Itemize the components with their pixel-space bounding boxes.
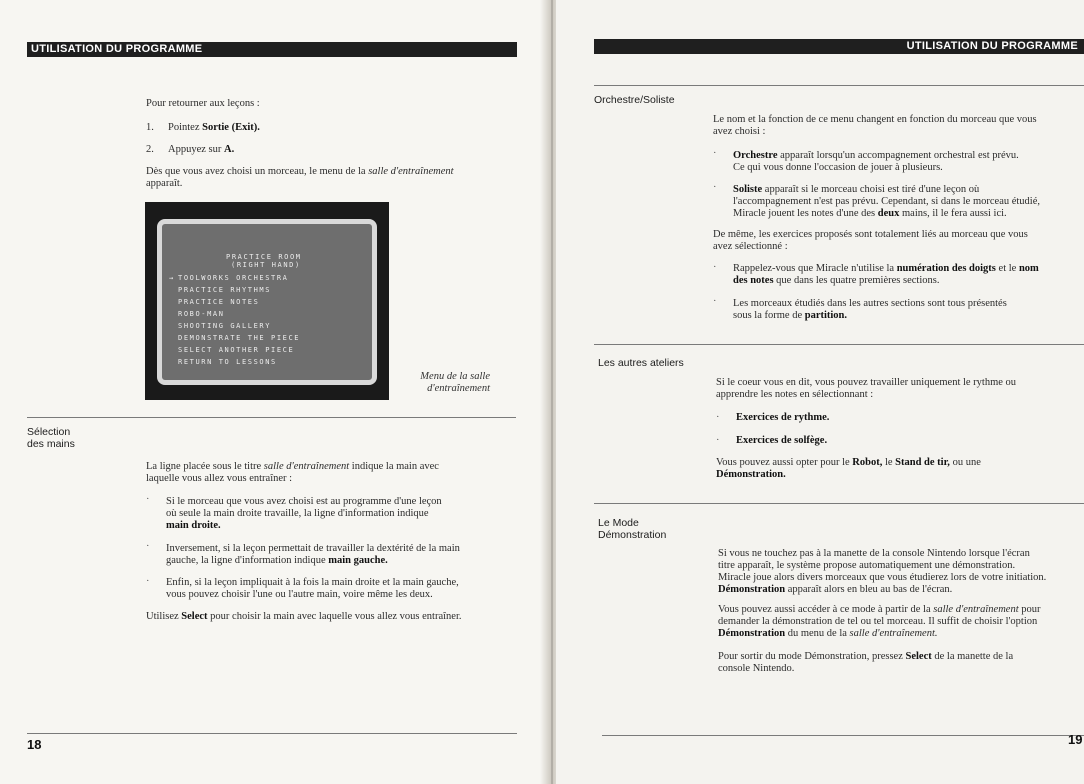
demo-p2-line-3-mid: du menu de la — [785, 628, 850, 639]
after-steps-pre: Dès que vous avez choisi un morceau, le menu de la — [146, 166, 369, 177]
bullet-2-line-1: Inversement, si la leçon permettait de travailler la dextérité de la main — [166, 543, 460, 554]
orch-b2-line-3-bold: deux — [877, 208, 900, 219]
bullet-1-line-2: où seule la main droite travaille, la ligne d'information indique — [166, 508, 429, 519]
orch-bullet-fingering — [733, 263, 1083, 287]
caption-line-2: d'entraînement — [427, 383, 490, 394]
orch-paragraph-2 — [713, 229, 1083, 253]
final-post: pour choisir la main avec laquelle vous allez vous entraîner. — [207, 611, 462, 622]
step-2-num: 2. — [146, 144, 154, 155]
orch-b2-line-2: l'accompagnement n'est pas prévu. Cependant, si dans le morceau étudié, — [733, 196, 1041, 207]
orch-b2-bold: Soliste — [733, 184, 763, 195]
demo-paragraph-1 — [718, 548, 1084, 596]
demo-p2-line-1-pre: Vous pouvez aussi accéder à ce mode à partir de la — [718, 604, 934, 615]
para1-pre: La ligne placée sous le titre — [146, 461, 264, 472]
demo-label-line-2: Démonstration — [598, 529, 667, 541]
demo-p2-line-1-post: pour — [1018, 604, 1041, 615]
ateliers-p2-bold-2: Stand de tir, — [895, 457, 950, 468]
demo-p2-line-2: demander la démonstration de tel ou tel morceau. Il suffit de choisir l'option — [718, 616, 1038, 627]
ateliers-p1-line-1: Si le coeur vous en dit, vous pouvez travailler uniquement le rythme ou — [716, 377, 1017, 388]
ateliers-p1-line-2: apprendre les notes en sélectionnant : — [716, 389, 874, 400]
bullet-mark: · — [146, 541, 150, 552]
para1-line-2: laquelle vous allez vous entraîner : — [146, 473, 293, 484]
footer-rule — [27, 733, 517, 734]
screenshot-caption — [396, 371, 490, 395]
orch-b1-bold: Orchestre — [733, 150, 778, 161]
tv-screen — [157, 219, 377, 385]
screen-menu-item: TOOLWORKS ORCHESTRA — [178, 274, 289, 282]
orch-b3-line-1-pre: Rappelez-vous que Miracle n'utilise la — [733, 263, 897, 274]
hands-paragraph — [146, 461, 506, 485]
bullet-2-line-2: gauche, la ligne d'information indique — [166, 555, 329, 566]
orch-p2-line-2: avez sélectionné : — [713, 241, 788, 252]
screen-subtitle: (RIGHT HAND) — [231, 261, 301, 269]
after-steps-post: apparaît. — [146, 178, 183, 189]
orch-bullet-soliste — [733, 184, 1083, 220]
step-1-bold: Sortie (Exit). — [202, 122, 260, 133]
bullet-3-line-2: vous pouvez choisir l'une ou l'autre main, voire même les deux. — [166, 589, 433, 600]
page-number: 19 — [1068, 732, 1083, 747]
section-label-orchestre: Orchestre/Soliste — [594, 94, 675, 106]
orch-p1-line-2: avez choisi : — [713, 126, 766, 137]
orch-b3-line-1-post: et le — [995, 263, 1019, 274]
demo-paragraph-3 — [718, 651, 1084, 675]
orch-b2-line-1: apparaît si le morceau choisi est tiré d'une leçon où — [762, 184, 980, 195]
right-header-bar: UTILISATION DU PROGRAMME — [594, 39, 1084, 54]
section-label-line-1: Sélection — [27, 426, 71, 438]
step-1 — [146, 122, 260, 134]
page-number: 18 — [27, 737, 42, 752]
demo-p1-line-4-bold: Démonstration — [718, 584, 786, 595]
demo-p3-line-1-pre: Pour sortir du mode Démonstration, pressez — [718, 651, 906, 662]
bullet-3-line-1: Enfin, si la leçon impliquait à la fois la main droite et la main gauche, — [166, 577, 459, 588]
ateliers-p2-pre: Vous pouvez aussi opter pour le — [716, 457, 853, 468]
bullet-mark: · — [146, 576, 150, 587]
orch-b1-line-2: Ce qui vous donne l'occasion de jouer à plusieurs. — [733, 162, 943, 173]
section-divider — [594, 85, 1084, 86]
bullet-both-hands — [166, 577, 511, 601]
step-1-num: 1. — [146, 122, 154, 133]
screen-menu-item: PRACTICE RHYTHMS — [178, 286, 272, 294]
demo-p1-line-4-post: apparaît alors en bleu au bas de l'écran. — [785, 584, 953, 595]
orch-paragraph-1 — [713, 114, 1083, 138]
orch-b3-line-1-bold: numération des doigts — [896, 263, 996, 274]
demo-label-line-1: Le Mode — [598, 517, 639, 529]
ateliers-p2-mid: le — [882, 457, 896, 468]
ateliers-p2-post: ou une — [949, 457, 981, 468]
footer-rule — [602, 735, 1084, 736]
bullet-left-hand — [166, 543, 511, 567]
bullet-mark: · — [713, 296, 717, 307]
demo-p2-line-1-italic: salle d'entraînement — [933, 604, 1019, 615]
demo-paragraph-2 — [718, 604, 1084, 640]
after-steps-italic: salle d'entraînement — [368, 166, 454, 177]
select-instruction — [146, 611, 516, 623]
orch-b2-line-3-pre: Miracle jouent les notes d'une des — [733, 208, 878, 219]
screen-title: PRACTICE ROOM — [226, 253, 302, 261]
screen-menu-item: RETURN TO LESSONS — [178, 358, 277, 366]
final-bold: Select — [181, 611, 208, 622]
ateliers-p2-bold-1: Robot, — [852, 457, 883, 468]
orch-b2-line-3-post: mains, il le fera aussi ici. — [899, 208, 1007, 219]
caption-line-1: Menu de la salle — [420, 371, 490, 382]
orch-b3-line-1-bold-2: nom — [1018, 263, 1039, 274]
orch-b4-line-2-pre: sous la forme de — [733, 310, 805, 321]
ateliers-p2-line-2-bold: Démonstration. — [716, 469, 786, 480]
right-page — [556, 0, 1084, 784]
bullet-1-bold: main droite. — [166, 520, 221, 531]
bullet-mark: · — [716, 412, 720, 423]
bullet-mark: · — [713, 182, 717, 193]
para1-post: indique la main avec — [349, 461, 439, 472]
bullet-2-bold: main gauche. — [328, 555, 388, 566]
orch-b4-line-2-bold: partition. — [804, 310, 848, 321]
demo-p3-line-1-post: de la manette de la — [931, 651, 1014, 662]
demo-p1-line-3: Miracle joue alors divers morceaux que vous étudierez lors de votre initiation. — [718, 572, 1047, 583]
ateliers-paragraph-2 — [716, 457, 1084, 481]
orch-p2-line-1: De même, les exercices proposés sont totalement liés au morceau que vous — [713, 229, 1028, 240]
screen-menu-item: DEMONSTRATE THE PIECE — [178, 334, 301, 342]
section-divider — [27, 417, 516, 418]
section-divider — [594, 344, 1084, 345]
intro-text: Pour retourner aux leçons : — [146, 98, 260, 109]
screen-menu-item: SHOOTING GALLERY — [178, 322, 272, 330]
final-pre: Utilisez — [146, 611, 182, 622]
section-divider — [594, 503, 1084, 504]
para1-italic: salle d'entraînement — [263, 461, 350, 472]
ateliers-item-solfege: Exercices de solfège. — [736, 435, 828, 446]
step-2-bold: A. — [224, 144, 235, 155]
section-label-demo — [598, 517, 666, 541]
practice-room-screenshot — [145, 202, 389, 400]
screen-menu-item: ROBO-MAN — [178, 310, 225, 318]
bullet-mark: · — [716, 435, 720, 446]
ateliers-paragraph-1 — [716, 377, 1084, 401]
demo-p2-line-3-bold: Démonstration — [718, 628, 786, 639]
bullet-mark: · — [713, 262, 717, 273]
step-2-text: Appuyez sur — [168, 144, 224, 155]
demo-p2-line-3-italic: salle d'entraînement. — [849, 628, 938, 639]
orch-b1-line-1: apparaît lorsqu'un accompagnement orchestral est prévu. — [777, 150, 1019, 161]
bullet-mark: · — [713, 148, 717, 159]
section-label-line-2: des mains — [27, 438, 75, 450]
left-header-bar: UTILISATION DU PROGRAMME — [27, 42, 517, 57]
after-steps-text — [146, 166, 506, 190]
bullet-right-hand — [166, 496, 511, 532]
orch-b3-line-2-post: que dans les quatre premières sections. — [773, 275, 940, 286]
section-label-ateliers: Les autres ateliers — [598, 357, 684, 369]
screen-menu-item: PRACTICE NOTES — [178, 298, 260, 306]
orch-b3-line-2-bold: des notes — [733, 275, 774, 286]
screen-menu-item: SELECT ANOTHER PIECE — [178, 346, 295, 354]
screen-cursor-icon: → — [169, 274, 175, 282]
demo-p1-line-1: Si vous ne touchez pas à la manette de la console Nintendo lorsque l'écran — [718, 548, 1030, 559]
orch-b4-line-1: Les morceaux étudiés dans les autres sections sont tous présentés — [733, 298, 1007, 309]
demo-p3-line-2: console Nintendo. — [718, 663, 795, 674]
bullet-mark: · — [146, 494, 150, 505]
orch-bullet-partition — [733, 298, 1083, 322]
step-2 — [146, 144, 234, 156]
orch-p1-line-1: Le nom et la fonction de ce menu changent en fonction du morceau que vous — [713, 114, 1037, 125]
demo-p1-line-2: titre apparaît, le système propose automatiquement une démonstration. — [718, 560, 1016, 571]
demo-p3-line-1-bold: Select — [905, 651, 932, 662]
bullet-1-line-1: Si le morceau que vous avez choisi est au programme d'une leçon — [166, 496, 442, 507]
ateliers-item-rythme: Exercices de rythme. — [736, 412, 830, 423]
orch-bullet-orchestre — [733, 150, 1083, 174]
step-1-text: Pointez — [168, 122, 203, 133]
section-label-hands — [27, 426, 75, 450]
